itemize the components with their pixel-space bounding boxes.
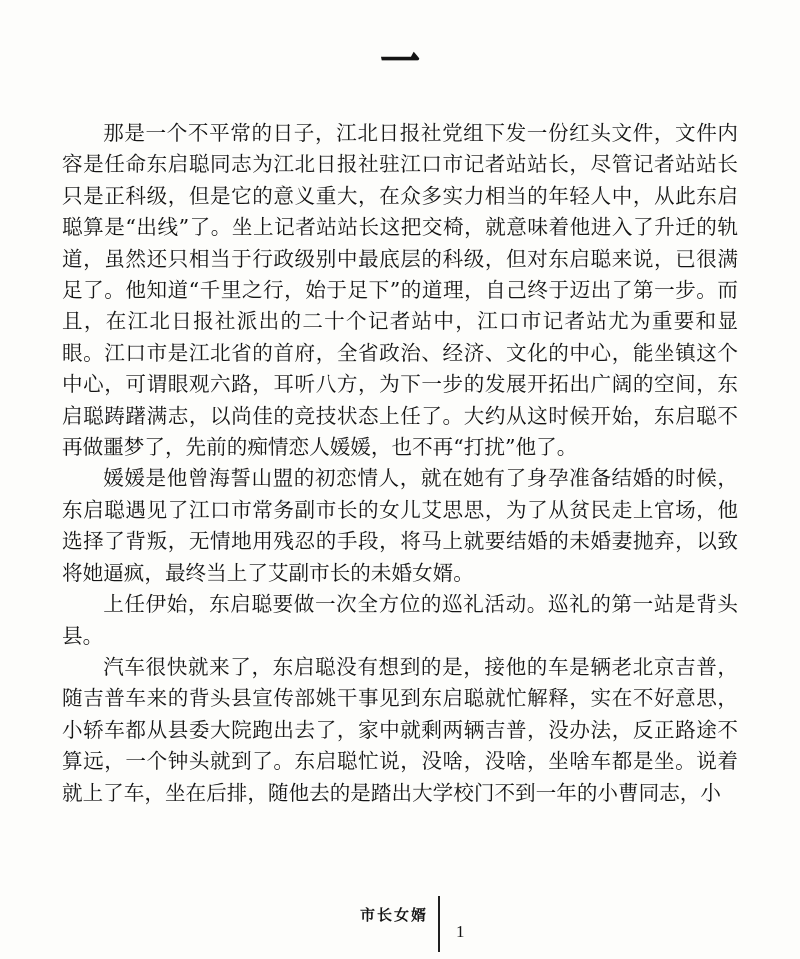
footer-divider: [438, 896, 440, 952]
paragraph: 汽车很快就来了，东启聪没有想到的是，接他的车是辆老北京吉普，随吉普车来的背头县宣传部姚干事见到东启聪就忙解释，实在不好意思，小轿车都从县委大院跑出去了，家中就剩两辆吉普，没办法，反正路途不算远，一个钟头就到了。东启聪忙说，没啥，没啥，坐啥车都是坐。说着就上了车，坐在后排，随他去的是踏出大学校门不到一年的小曹同志，小: [62, 654, 738, 805]
paragraph: 那是一个不平常的日子，江北日报社党组下发一份红头文件，文件内容是任命东启聪同志为江北日报社驻江口市记者站站长，尽管记者站站长只是正科级，但是它的意义重大，在众多实力相当的年轻人中，从此东启聪算是“出线”了。坐上记者站站长这把交椅，就意味着他进入了升迁的轨道，虽然还只相当于行政级别中最底层的科级，但对东启聪来说，已很满足了。他知道“千里之行，始于足下”的道理，自己终于迈出了第一步。而且，在江北日报社派出的二十个记者站中，江口市记者站尤为重要和显眼。江口市是江北省的首府，全省政治、经济、文化的中心，能坐镇这个中心，可谓眼观六路，耳听八方，为下一步的发展开拓出广阔的空间，东启聪踌躇满志，以尚佳的竞技状态上任了。大约从这时候开始，东启聪不再做噩梦了，先前的痴情恋人媛媛，也不再“打扰”他了。: [62, 121, 738, 460]
paragraph: 媛媛是他曾海誓山盟的初恋情人，就在她有了身孕准备结婚的时候，东启聪遇见了江口市常务副市长的女儿艾思思，为了从贫民走上官场，他选择了背叛，无情地用残忍的手段，将马上就要结婚的未婚妻抛弃，以致将她逼疯，最终当上了艾副市长的未婚女婿。: [62, 466, 738, 585]
page-footer: [0, 892, 800, 952]
running-book-title: 市长女婿: [359, 906, 428, 924]
paragraph: 上任伊始，东启聪要做一次全方位的巡礼活动。巡礼的第一站是背头县。: [62, 592, 738, 648]
chapter-number: 一: [379, 30, 421, 96]
page-number: 1: [456, 922, 465, 941]
body-text: [62, 118, 738, 809]
